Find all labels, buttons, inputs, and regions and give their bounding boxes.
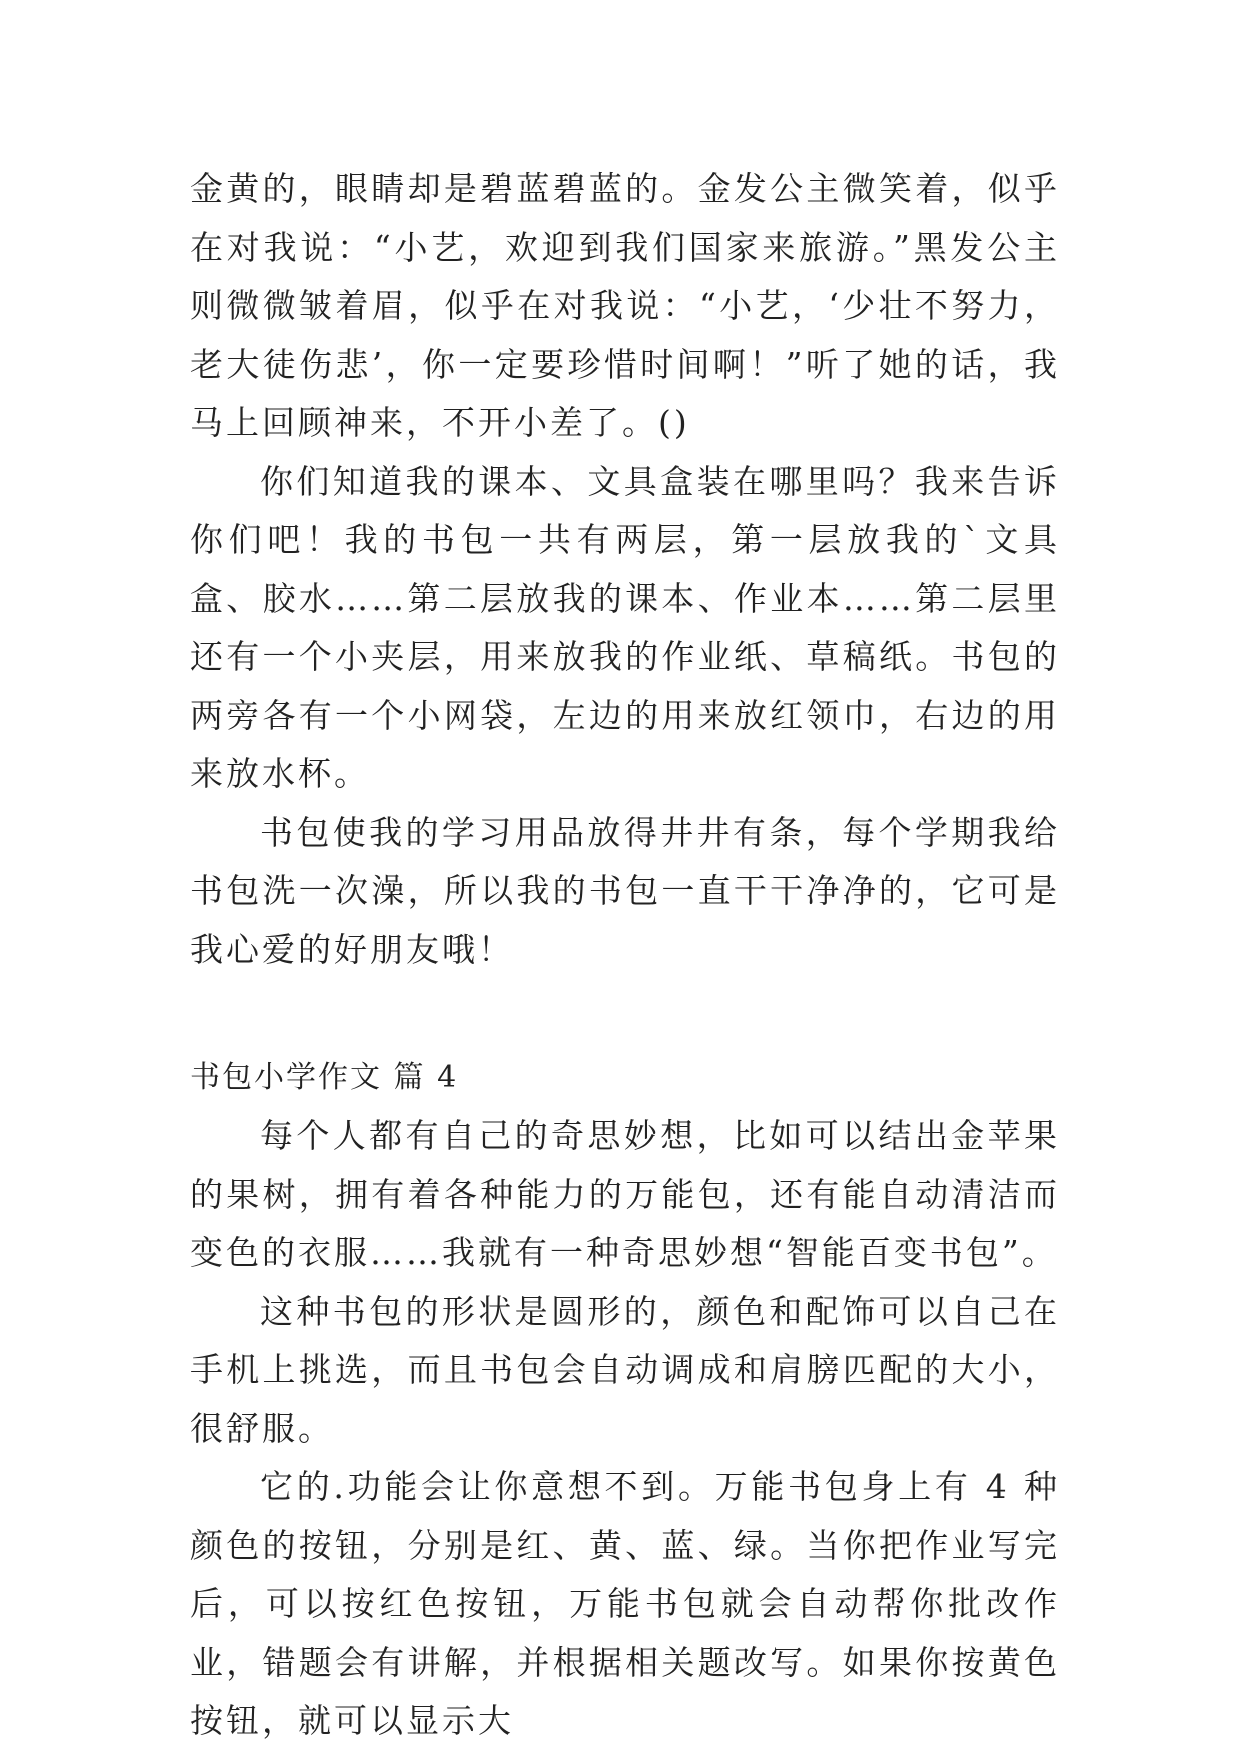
- paragraph-imagination: 每个人都有自己的奇思妙想，比如可以结出金苹果的果树，拥有着各种能力的万能包，还有能自动清洁而变色的衣服……我就有一种奇思妙想“智能百变书包”。: [190, 1116, 1060, 1272]
- paragraph-schoolbag-layers: 你们知道我的课本、文具盒装在哪里吗？我来告诉你们吧！我的书包一共有两层，第一层放我的`文具盒、胶水……第二层放我的课本、作业本……第二层里还有一个小夹层，用来放我的作业纸、草稿纸。书包的两旁各有一个小网袋，左边的用来放红领巾，右边的用来放水杯。: [190, 461, 1060, 793]
- paragraph-functions: 它的.功能会让你意想不到。万能书包身上有 4 种颜色的按钮，分别是红、黄、蓝、绿。当你把作业写完后，可以按红色按钮，万能书包就会自动帮你批改作业，错题会有讲解，并根据相关题改写。如果你按黄色按钮，就可以显示大: [190, 1467, 1060, 1740]
- section-gap: [190, 979, 1060, 1049]
- paragraph-shape: 这种书包的形状是圆形的，颜色和配饰可以自己在手机上挑选，而且书包会自动调成和肩膀匹配的大小，很舒服。: [190, 1291, 1060, 1448]
- document-body: [190, 160, 1060, 1751]
- section-heading: 书包小学作文 篇 4: [190, 1060, 459, 1095]
- paragraph-schoolbag-friend: 书包使我的学习用品放得井井有条，每个学期我给书包洗一次澡，所以我的书包一直干干净净的，它可是我心爱的好朋友哦！: [190, 812, 1060, 969]
- paragraph-continued: 金黄的，眼睛却是碧蓝碧蓝的。金发公主微笑着，似乎在对我说：“小艺，欢迎到我们国家来旅游。”黑发公主则微微皱着眉，似乎在对我说：“小艺，‘少壮不努力，老大徒伤悲’，你一定要珍惜时间啊！”听了她的话，我马上回顾神来，不开小差了。(): [190, 169, 1060, 442]
